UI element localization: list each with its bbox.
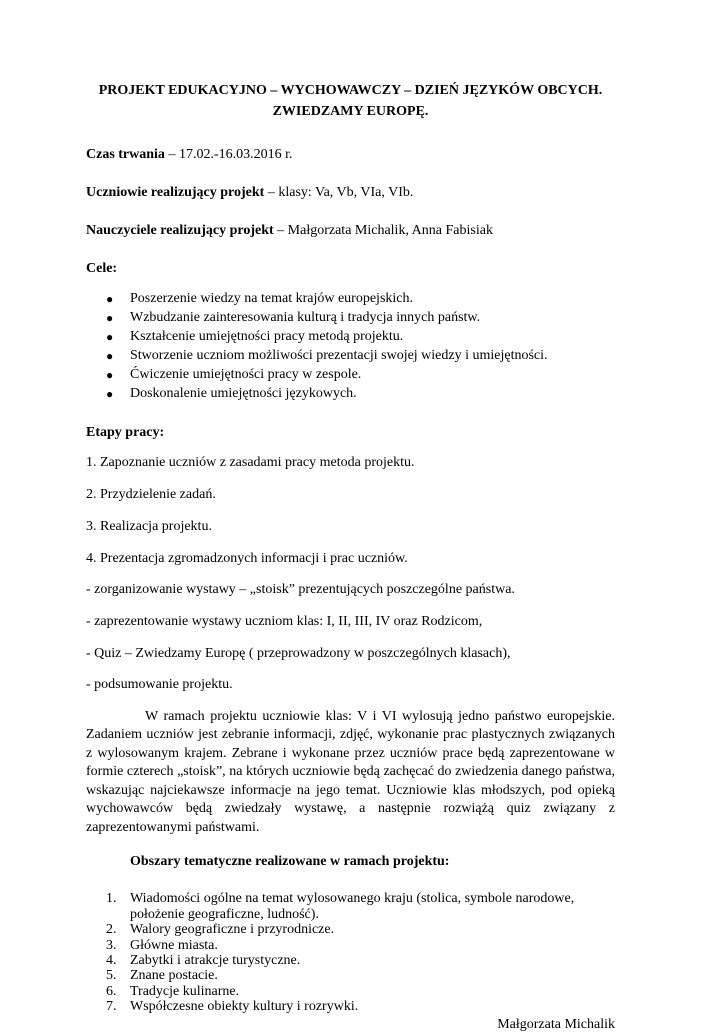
stage-item: 1. Zapoznanie uczniów z zasadami pracy metoda projektu. — [86, 455, 415, 471]
areas-list — [86, 891, 615, 1014]
goal-item — [106, 328, 615, 347]
goals-heading: Cele: — [86, 261, 118, 276]
stage-item: - Quiz – Zwiedzamy Europę ( przeprowadzony w poszczególnych klasach), — [86, 645, 511, 661]
area-text: Walory geograficzne i przyrodnicze. — [130, 922, 335, 938]
document-title — [86, 80, 615, 122]
teachers-value: – Małgorzata Michalik, Anna Fabisiak — [273, 223, 493, 238]
area-item — [86, 938, 615, 953]
goal-item — [106, 309, 615, 328]
duration-label: Czas trwania — [86, 147, 165, 162]
area-text: Współczesne obiekty kultury i rozrywki. — [130, 999, 359, 1015]
area-number: 4. — [106, 953, 117, 969]
goal-text: Poszerzenie wiedzy na temat krajów europejskich. — [130, 291, 414, 306]
goal-item — [106, 385, 615, 404]
stage-item: 2. Przydzielenie zadań. — [86, 487, 216, 503]
bullet-icon: ● — [106, 367, 114, 382]
area-number: 3. — [106, 937, 117, 953]
project-description: W ramach projektu uczniowie klas: V i VI wylosują jedno państwo europejskie. Zadaniem uczniów jest zebranie informacji, zdjęć, wykonanie prac plastycznych związanych z wylosowanym krajem. Zebrane i wykonane przez uczniów prace będą zaprezentowane w formie czterech „stoisk”, na których uczniowie będą zachęcać do zwiedzenia danego państwa, wskazując najciekawsze informacje na jego temat. Uczniowie klas młodszych, pod opieką wychowawców będą zwiedzały wystawę, a następnie rozwiążą quiz związany z zaprezentowanymi państwami. — [86, 708, 615, 835]
areas-heading: Obszary tematyczne realizowane w ramach projektu: — [130, 854, 450, 870]
area-item — [86, 984, 615, 999]
students-line — [86, 184, 615, 202]
area-item — [86, 953, 615, 968]
students-label: Uczniowie realizujący projekt — [86, 185, 265, 200]
area-number: 6. — [106, 983, 117, 999]
bullet-icon: ● — [106, 348, 114, 363]
stages-heading: Etapy pracy: — [86, 425, 165, 441]
goal-text: Wzbudzanie zainteresowania kulturą i tradycja innych państw. — [130, 309, 481, 325]
area-item — [86, 968, 615, 983]
students-value: – klasy: Va, Vb, VIa, VIb. — [264, 185, 414, 200]
stage-item: - podsumowanie projektu. — [86, 677, 233, 693]
area-item — [86, 922, 615, 937]
goal-text: Doskonalenie umiejętności językowych. — [130, 385, 357, 401]
author-signature: Małgorzata Michalik — [497, 1016, 615, 1032]
goal-item — [106, 290, 615, 309]
bullet-icon: ● — [106, 329, 114, 344]
area-number: 5. — [106, 968, 117, 984]
area-text: Wiadomości ogólne na temat wylosowanego kraju (stolica, symbole narodowe, położenie geograficzne, ludność). — [130, 891, 575, 922]
area-number: 1. — [106, 891, 117, 907]
goal-item — [106, 347, 615, 366]
area-text: Zabytki i atrakcje turystyczne. — [130, 953, 301, 969]
title-line-1: PROJEKT EDUKACYJNO – WYCHOWAWCZY – DZIEŃ JĘZYKÓW OBCYCH. — [98, 83, 603, 98]
goals-list — [86, 290, 615, 403]
goal-text: Ćwiczenie umiejętności pracy w zespole. — [130, 366, 362, 382]
goal-text: Stworzenie uczniom możliwości prezentacji swojej wiedzy i umiejętności. — [130, 347, 548, 363]
area-text: Tradycje kulinarne. — [130, 983, 240, 999]
area-item — [86, 999, 615, 1014]
goal-item — [106, 366, 615, 385]
stage-item: 4. Prezentacja zgromadzonych informacji i prac uczniów. — [86, 550, 408, 566]
goal-text: Kształcenie umiejętności pracy metodą projektu. — [130, 328, 404, 344]
bullet-icon: ● — [106, 292, 114, 306]
area-text: Główne miasta. — [130, 937, 218, 953]
teachers-line — [86, 222, 615, 240]
bullet-icon: ● — [106, 386, 114, 401]
stage-item: - zorganizowanie wystawy – „stoisk” prezentujących poszczególne państwa. — [86, 582, 515, 598]
teachers-label: Nauczyciele realizujący projekt — [86, 223, 274, 238]
duration-value: – 17.02.-16.03.2016 r. — [164, 147, 293, 162]
bullet-icon: ● — [106, 310, 114, 325]
area-text: Znane postacie. — [130, 968, 218, 984]
area-number: 2. — [106, 922, 117, 938]
stage-item: 3. Realizacja projektu. — [86, 518, 212, 534]
title-line-2: ZWIEDZAMY EUROPĘ. — [272, 104, 429, 119]
stage-item: - zaprezentowanie wystawy uczniom klas: I, II, III, IV oraz Rodzicom, — [86, 613, 483, 629]
duration-line — [86, 146, 615, 164]
area-item — [86, 891, 615, 922]
area-number: 7. — [106, 999, 117, 1015]
